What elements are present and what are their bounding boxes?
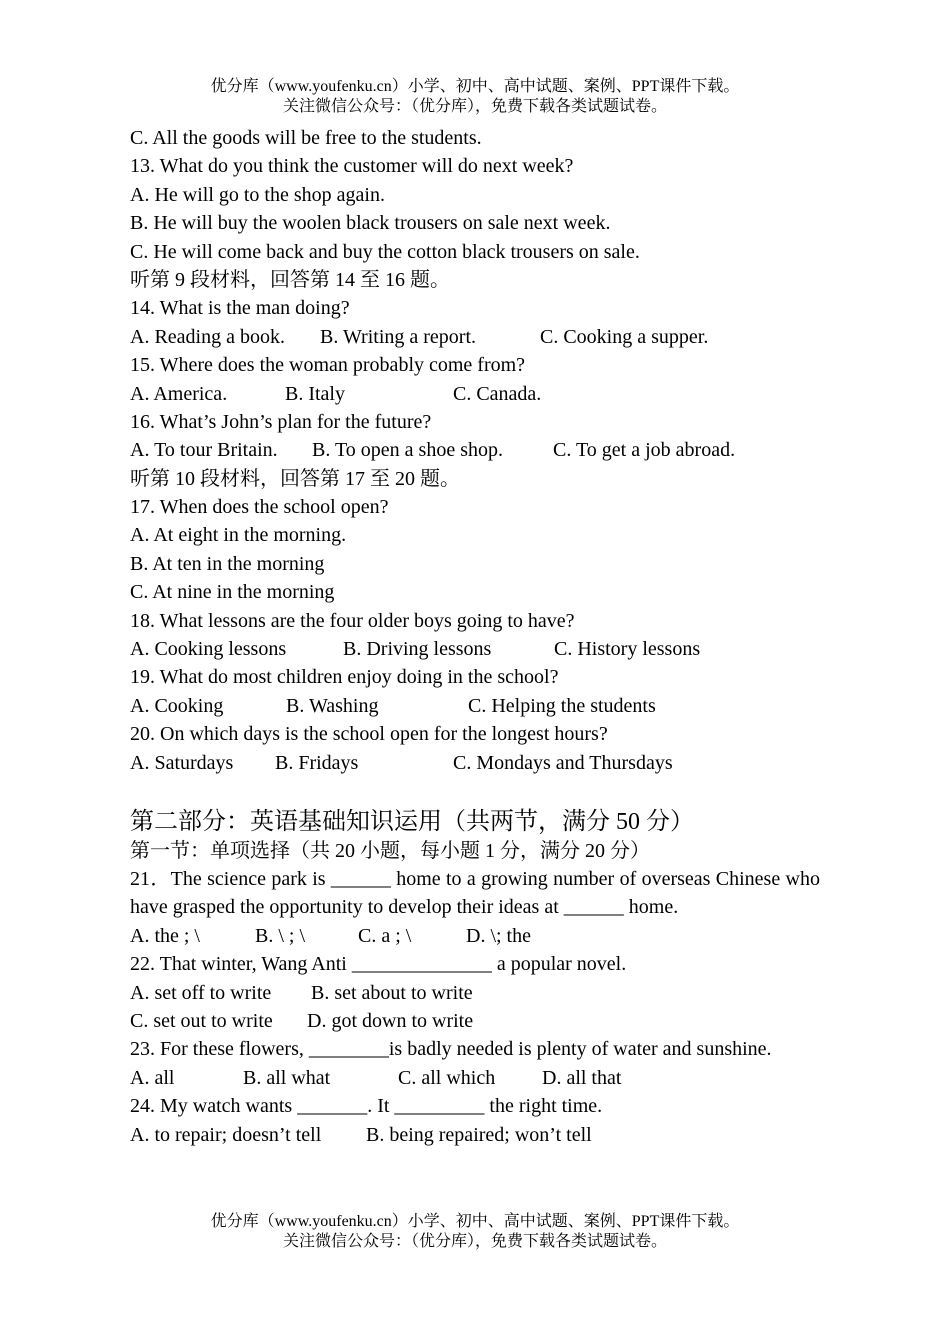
footer-line-2: 关注微信公众号：（优分库），免费下载各类试题试卷。: [282, 1233, 667, 1250]
q19-option-a: A. Cooking: [130, 694, 224, 717]
q22-option-a: A. set off to write: [130, 981, 272, 1004]
q23-option-b: B. all what: [243, 1066, 331, 1089]
q12-option-c: C. All the goods will be free to the students.: [130, 127, 482, 149]
q20-option-b: B. Fridays: [275, 751, 359, 774]
q21-option-a: A. the ; \: [130, 924, 200, 947]
part-2-heading: 第二部分：英语基础知识运用（共两节，满分 50 分）: [130, 808, 694, 835]
q14-option-b: B. Writing a report.: [320, 325, 477, 348]
footer-line-1: 优分库（www.youfenku.cn）小学、初中、高中试题、案例、PPT课件下载。: [210, 1213, 740, 1230]
q17-option-a: A. At eight in the morning.: [130, 524, 347, 547]
q20-option-a: A. Saturdays: [130, 751, 234, 774]
q19-options: [130, 692, 820, 720]
q15-option-b: B. Italy: [285, 382, 345, 405]
q22-option-d: D. got down to write: [307, 1009, 474, 1032]
header-line-1: 优分库（www.youfenku.cn）小学、初中、高中试题、案例、PPT课件下载。: [210, 78, 740, 95]
material-9-instruction: 听第 9 段材料，回答第 14 至 16 题。: [130, 268, 450, 291]
page-header: [0, 77, 950, 117]
material-10-instruction: 听第 10 段材料，回答第 17 至 20 题。: [130, 467, 460, 490]
q14-options: [130, 323, 820, 351]
q23-option-c: C. all which: [398, 1066, 496, 1089]
section-1-heading: 第一节：单项选择（共 20 小题，每小题 1 分，满分 20 分）: [130, 839, 650, 862]
question-20: 20. On which days is the school open for the longest hours?: [130, 723, 608, 746]
q14-option-c: C. Cooking a supper.: [540, 325, 709, 348]
question-23: 23. For these flowers, ________is badly needed is plenty of water and sunshine.: [130, 1038, 772, 1061]
q22-options-cd: [130, 1007, 820, 1035]
q17-option-b: B. At ten in the morning: [130, 552, 325, 575]
q24-option-a: A. to repair; doesn’t tell: [130, 1123, 322, 1146]
q13-option-b: B. He will buy the woolen black trousers on sale next week.: [130, 212, 611, 235]
q16-option-a: A. To tour Britain.: [130, 439, 278, 462]
q18-option-a: A. Cooking lessons: [130, 638, 287, 661]
q22-options-ab: [130, 979, 820, 1007]
q24-options-ab: [130, 1121, 820, 1149]
q16-option-c: C. To get a job abroad.: [553, 439, 736, 462]
q16-options: [130, 436, 820, 464]
page-footer: [0, 1212, 950, 1252]
q18-option-b: B. Driving lessons: [343, 638, 492, 661]
question-18: 18. What lessons are the four older boys going to have?: [130, 609, 575, 632]
q23-option-a: A. all: [130, 1066, 175, 1089]
q22-option-b: B. set about to write: [311, 981, 473, 1004]
q17-option-c: C. At nine in the morning: [130, 581, 335, 604]
question-22: 22. That winter, Wang Anti ______________ a popular novel.: [130, 953, 627, 976]
q20-option-c: C. Mondays and Thursdays: [453, 751, 673, 774]
q20-options: [130, 749, 820, 777]
question-21: 21．The science park is ______ home to a growing number of overseas Chinese who have grasped the opportunity to develop their ideas at ______ home.: [130, 867, 820, 919]
question-24: 24. My watch wants _______. It _________ the right time.: [130, 1095, 603, 1118]
q21-option-d: D. \; the: [466, 924, 531, 947]
q16-option-b: B. To open a shoe shop.: [312, 439, 503, 462]
q21-option-c: C. a ; \: [358, 924, 412, 947]
question-17: 17. When does the school open?: [130, 496, 389, 519]
q13-option-c: C. He will come back and buy the cotton black trousers on sale.: [130, 240, 640, 263]
question-15: 15. Where does the woman probably come from?: [130, 354, 526, 377]
exam-content: [130, 124, 820, 1149]
q15-options: [130, 380, 820, 408]
q19-option-b: B. Washing: [286, 694, 379, 717]
q23-option-d: D. all that: [542, 1066, 622, 1089]
q14-option-a: A. Reading a book.: [130, 325, 285, 348]
question-14: 14. What is the man doing?: [130, 297, 350, 320]
question-13: 13. What do you think the customer will do next week?: [130, 155, 574, 178]
q19-option-c: C. Helping the students: [468, 694, 656, 717]
question-16: 16. What’s John’s plan for the future?: [130, 410, 432, 433]
q18-options: [130, 635, 820, 663]
q24-option-b: B. being repaired; won’t tell: [366, 1123, 592, 1146]
q15-option-a: A. America.: [130, 382, 228, 405]
q23-options: [130, 1064, 820, 1092]
q21-options: [130, 922, 820, 950]
q21-option-b: B. \ ; \: [255, 924, 306, 947]
q13-option-a: A. He will go to the shop again.: [130, 183, 385, 206]
header-line-2: 关注微信公众号：（优分库），免费下载各类试题试卷。: [282, 98, 667, 115]
q22-option-c: C. set out to write: [130, 1009, 273, 1032]
q18-option-c: C. History lessons: [554, 638, 701, 661]
question-19: 19. What do most children enjoy doing in the school?: [130, 666, 559, 689]
q15-option-c: C. Canada.: [453, 382, 542, 405]
